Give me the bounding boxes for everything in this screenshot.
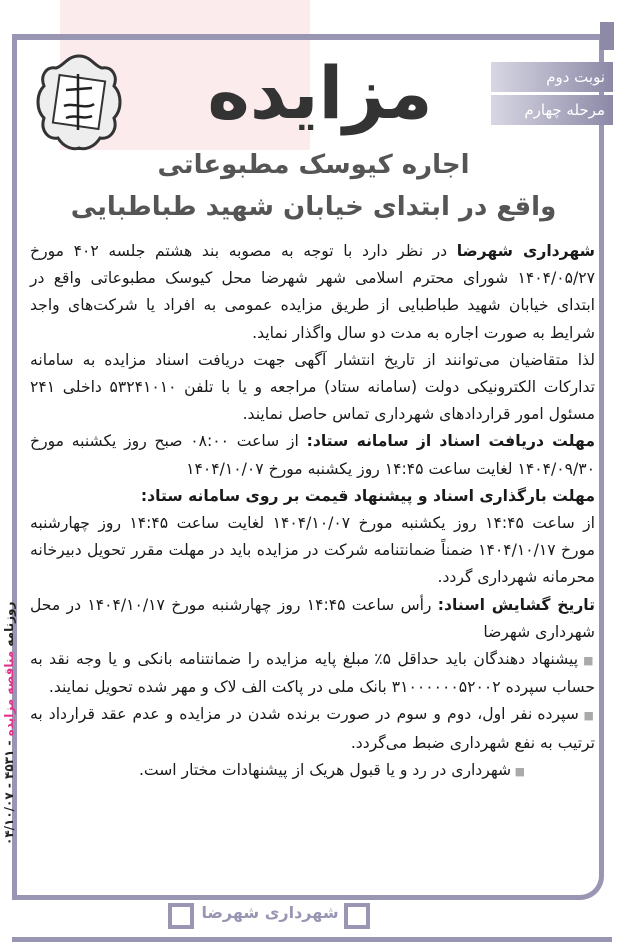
doc-deadline-text: از ساعت ۰۸:۰۰ صبح روز یکشنبه مورخ ۱۴۰۴/۰۹/۳۰ لغایت ساعت ۱۴:۴۵ روز یکشنبه مورخ ۱۴۰۴/۱۰/۰۷ [30,432,595,478]
bullet-item: ■ شهرداری در رد و یا قبول هریک از پیشنهادات مختار است. [30,757,595,785]
upload-deadline-label: مهلت بارگذاری اسناد و پیشنهاد قیمت بر روی سامانه ستاد: [140,486,595,505]
bullet-item: ■ پیشنهاد دهندگان باید حداقل ۵٪ مبلغ پایه مزایده را ضمانتنامه بانکی و یا وجه نقد به حساب سپرده ۳۱۰۰۰۰۰۰۵۲۰۰۲ بانک ملی در پاکت الف لاک و مهر شده تحویل نمایند. [30,646,595,701]
bullet-item: ■ سپرده نفر اول، دوم و سوم در صورت برنده شدن در مزایده و عدم عقد قرارداد به ترتیب به نفع شهرداری ضبط می‌گردد. [30,701,595,756]
paragraph-contact: لذا متقاضیان می‌توانند از تاریخ انتشار آگهی جهت دریافت اسناد مزایده به سامانه تدارکات الکترونیکی دولت (سامانه ستاد) مراجعه و یا با تلفن ۵۳۲۴۱۰۱۰ داخلی ۲۴۱ مسئول امور قراردادهای شهرداری تماس حاصل نمایند. [30,350,595,424]
subtitle-location: واقع در ابتدای خیابان شهید طباطبایی [70,192,557,222]
paragraph-opening [30,592,595,646]
footer-signature: شهرداری شهرضا [195,903,345,922]
subtitle-kiosk: اجاره کیوسک مطبوعاتی [157,150,470,180]
doc-deadline-label: مهلت دریافت اسناد از سامانه ستاد: [306,432,595,451]
paragraph-intro [30,238,595,347]
paragraph-doc-deadline [30,428,595,482]
stage-badge: مرحله چهارم [491,95,613,125]
municipality-name: شهرداری شهرضا [456,242,595,260]
upload-deadline-text: از ساعت ۱۴:۴۵ روز یکشنبه مورخ ۱۴۰۴/۱۰/۰۷ لغایت ساعت ۱۴:۴۵ روز چهارشنبه مورخ ۱۴۰۴/۱۰/۱۷ ضمناً ضمانتنامه شرکت در مزایده باید در مهلت مقرر تحویل دبیرخانه محرمانه شهرداری گردد. [30,514,596,587]
footer-square-icon [344,903,370,929]
footer-square-icon [168,903,194,929]
opening-text: رأس ساعت ۱۴:۴۵ روز چهارشنبه مورخ ۱۴۰۴/۱۰/۱۷ در محل شهرداری شهرضا [30,595,595,641]
newspaper-side-label: روزنامه مناقصه مزایده - ۴۵۳۱ - ۰۴/۱۰/۰۷ [2,601,16,845]
newspaper-logo: مناقصه مزایده [2,650,16,737]
ad-body [30,238,595,785]
opening-label: تاریخ گشایش اسناد: [437,595,596,614]
bottom-divider [12,937,612,942]
frame-corner [600,22,614,50]
municipality-logo-icon [36,52,122,152]
newspaper-label: روزنامه [2,601,16,647]
footer [0,903,627,933]
round-badge: نوبت دوم [491,62,613,92]
issue-number: ۴۵۳۱ [2,749,16,779]
page-title: مزایده [207,51,433,135]
issue-date: ۰۴/۱۰/۰۷ [2,792,16,845]
intro-text: در نظر دارد با توجه به مصوبه بند هشتم جلسه ۴۰۲ مورخ ۱۴۰۴/۰۵/۲۷ شورای محترم اسلامی شهر شهرضا محل کیوسک مطبوعاتی واقع در ابتدای خیابان شهید طباطبایی از طریق مزایده عمومی به افراد یا شرکت‌های واجد شرایط به صورت اجاره به مدت دو سال واگذار نماید. [30,242,595,342]
